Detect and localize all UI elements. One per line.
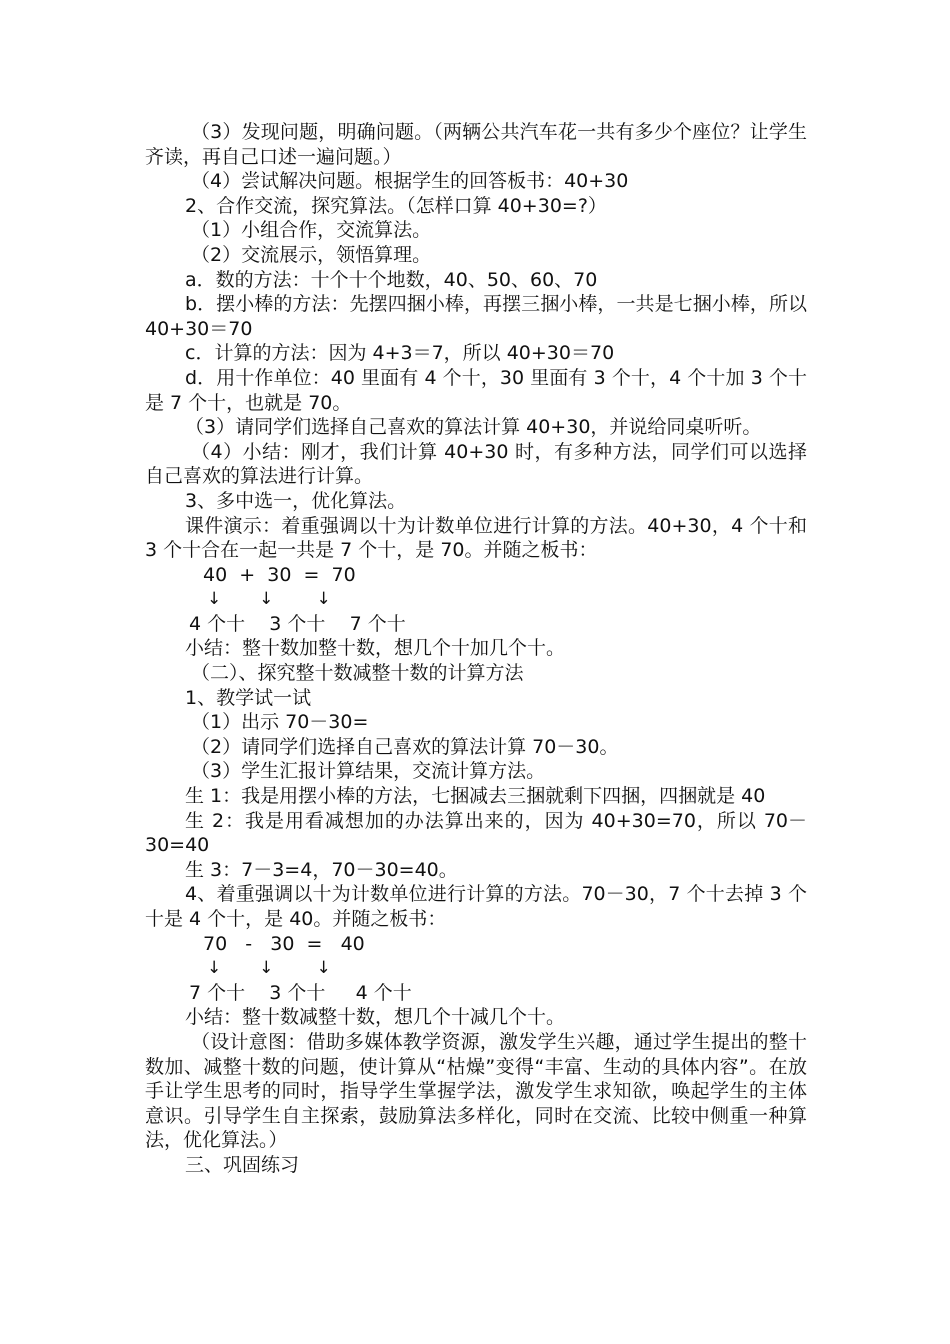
down-arrows-icon: ↓ ↓ ↓ — [207, 958, 331, 979]
paragraph: 4、着重强调以十为计数单位进行计算的方法。70－30，7 个十去掉 3 个十是 4 个十，是 40。并随之板书： — [145, 883, 807, 930]
paragraph: （3）请同学们选择自己喜欢的算法计算 40+30，并说给同桌听听。 — [185, 416, 762, 439]
board-labels-addition: 4 个十 3 个十 7 个十 — [189, 612, 406, 635]
paragraph: a．数的方法：十个十个地数，40、50、60、70 — [185, 268, 598, 291]
paragraph: 生 3：7－3=4，70－30=40。 — [185, 858, 458, 881]
paragraph: （2）交流展示，领悟算理。 — [191, 243, 432, 266]
paragraph: 小结：整十数减整十数，想几个十减几个十。 — [185, 1006, 566, 1029]
document-body — [145, 120, 807, 1178]
paragraph: （4）小结：刚才，我们计算 40+30 时，有多种方法，同学们可以选择自己喜欢的算法进行计算。 — [145, 440, 807, 488]
paragraph: （1）小组合作，交流算法。 — [191, 219, 432, 242]
paragraph: c．计算的方法：因为 4+3＝7，所以 40+30＝70 — [185, 342, 615, 365]
paragraph: （2）请同学们选择自己喜欢的算法计算 70－30。 — [191, 735, 619, 758]
paragraph: 课件演示：着重强调以十为计数单位进行计算的方法。40+30，4 个十和 3 个十合在一起一共是 7 个十，是 70。并随之板书： — [145, 514, 807, 562]
section-heading: （二）、探究整十数减整十数的计算方法 — [191, 662, 524, 685]
board-equation-addition: 40 + 30 = 70 — [203, 563, 356, 586]
board-labels-subtraction: 7 个十 3 个十 4 个十 — [189, 981, 412, 1004]
paragraph: 1、教学试一试 — [185, 686, 312, 709]
paragraph: 2、合作交流，探究算法。（怎样口算 40+30=?） — [185, 194, 607, 217]
paragraph: （1）出示 70－30= — [191, 711, 369, 734]
board-equation-subtraction: 70 - 30 = 40 — [203, 932, 365, 955]
paragraph: （3）发现问题，明确问题。（两辆公共汽车花一共有多少个座位？让学生齐读，再自己口述一遍问题。） — [145, 121, 807, 168]
paragraph: 3、多中选一，优化算法。 — [185, 489, 407, 512]
paragraph: b．摆小棒的方法：先摆四捆小棒，再摆三捆小棒，一共是七捆小棒，所以 40+30＝70 — [145, 293, 807, 340]
section-heading: 三、巩固练习 — [185, 1153, 300, 1176]
design-intent-paragraph: （设计意图：借助多媒体教学资源，激发学生兴趣，通过学生提出的整十数加、减整十数的问题，使计算从“枯燥”变得“丰富、生动的具体内容”。在放手让学生思考的同时，指导学生掌握学法，激发学生求知欲，唤起学生的主体意识。引导学生自主探索，鼓励算法多样化，同时在交流、比较中侧重一种算法，优化算法。） — [145, 1030, 807, 1152]
paragraph: 小结：整十数加整十数，想几个十加几个十。 — [185, 637, 566, 660]
paragraph: （4）尝试解决问题。根据学生的回答板书：40+30 — [191, 170, 629, 193]
paragraph: （3）学生汇报计算结果，交流计算方法。 — [191, 760, 546, 783]
paragraph: d．用十作单位：40 里面有 4 个十，30 里面有 3 个十，4 个十加 3 个十是 7 个十，也就是 70。 — [145, 366, 807, 414]
down-arrows-icon: ↓ ↓ ↓ — [207, 589, 331, 610]
paragraph: 生 2：我是用看减想加的办法算出来的，因为 40+30=70，所以 70－30=40 — [145, 809, 807, 857]
paragraph: 生 1：我是用摆小棒的方法，七捆减去三捆就剩下四捆，四捆就是 40 — [185, 785, 766, 808]
